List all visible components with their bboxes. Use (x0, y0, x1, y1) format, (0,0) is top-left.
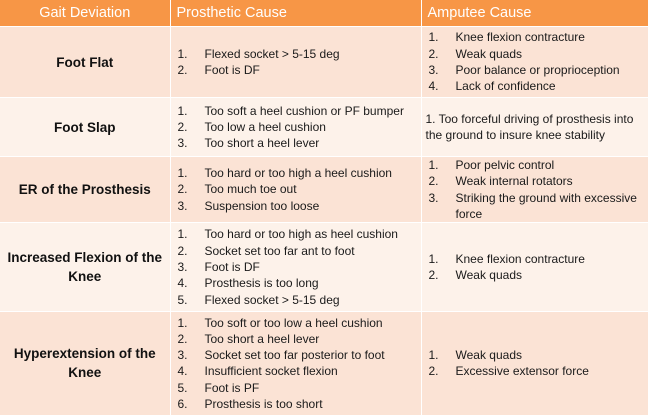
deviation-cell: Foot Flat (0, 27, 170, 98)
list-item: 4. Insufficient socket flexion (177, 364, 338, 379)
list-item: 2. Weak internal rotators (428, 174, 573, 189)
amputee-cause-text: 1. Too forceful driving of prosthesis into the ground to insure knee stability (425, 111, 634, 142)
list-item: 5. Foot is PF (177, 380, 260, 395)
amputee-cause-cell (421, 223, 648, 312)
list-item: 3. Too short a heel lever (177, 136, 320, 151)
prosthetic-cause-cell (170, 27, 421, 98)
amputee-cause-list (426, 251, 645, 284)
prosthetic-cause-list (175, 165, 417, 214)
list-item: 1. Too hard or too high as heel cushion (177, 227, 398, 242)
list-item: 5. Flexed socket > 5-15 deg (177, 292, 340, 307)
amputee-cause-list (426, 29, 645, 94)
list-item: 3. Suspension too loose (177, 198, 320, 213)
amputee-cause-list (426, 347, 645, 380)
deviation-cell: Increased Flexion of the Knee (0, 223, 170, 312)
deviation-cell: Foot Slap (0, 98, 170, 157)
list-item: 3. Striking the ground with excessive force (428, 190, 637, 221)
list-item: 1. Weak quads (428, 348, 522, 363)
list-item: 2. Socket set too far ant to foot (177, 243, 355, 258)
amputee-cause-cell (421, 27, 648, 98)
table-row (0, 157, 648, 223)
header-gait-deviation: Gait Deviation (0, 0, 170, 27)
amputee-cause-cell (421, 98, 648, 157)
list-item: 2. Too short a heel lever (177, 331, 320, 346)
list-item: 2. Too low a heel cushion (177, 119, 326, 134)
list-item: 1. Poor pelvic control (428, 158, 555, 172)
amputee-cause-cell (421, 157, 648, 223)
list-item: 3. Socket set too far posterior to foot (177, 348, 385, 363)
amputee-cause-list (426, 157, 645, 222)
header-prosthetic-cause: Prosthetic Cause (170, 0, 421, 27)
list-item: 2. Too much toe out (177, 182, 297, 197)
deviation-cell: Hyperextension of the Knee (0, 312, 170, 415)
list-item: 1. Too hard or too high a heel cushion (177, 166, 392, 181)
list-item: 4. Lack of confidence (428, 79, 556, 94)
list-item: 2. Weak quads (428, 46, 522, 61)
list-item: 2. Foot is DF (177, 63, 260, 77)
list-item: 1. Knee flexion contracture (428, 251, 585, 266)
amputee-cause-cell (421, 312, 648, 415)
prosthetic-cause-cell (170, 223, 421, 312)
list-item: 6. Prosthesis is too short (177, 397, 323, 412)
list-item: 1. Knee flexion contracture (428, 30, 585, 45)
prosthetic-cause-cell (170, 157, 421, 223)
header-row (0, 0, 648, 27)
table-row (0, 27, 648, 98)
list-item: 1. Flexed socket > 5-15 deg (177, 46, 340, 61)
list-item: 3. Foot is DF (177, 260, 260, 275)
table-row (0, 98, 648, 157)
list-item: 1. Too soft or too low a heel cushion (177, 315, 383, 330)
prosthetic-cause-list (175, 226, 417, 307)
header-amputee-cause: Amputee Cause (421, 0, 648, 27)
list-item: 1. Too soft a heel cushion or PF bumper (177, 103, 404, 118)
list-item: 3. Poor balance or proprioception (428, 63, 620, 77)
prosthetic-cause-list (175, 103, 417, 152)
list-item: 2. Weak quads (428, 268, 522, 283)
prosthetic-cause-list (175, 315, 417, 413)
deviation-cell: ER of the Prosthesis (0, 157, 170, 223)
list-item: 2. Excessive extensor force (428, 364, 589, 379)
prosthetic-cause-list (175, 46, 417, 79)
list-item: 4. Prosthesis is too long (177, 276, 319, 291)
table-row (0, 223, 648, 312)
table-row (0, 312, 648, 415)
prosthetic-cause-cell (170, 98, 421, 157)
prosthetic-cause-cell (170, 312, 421, 415)
